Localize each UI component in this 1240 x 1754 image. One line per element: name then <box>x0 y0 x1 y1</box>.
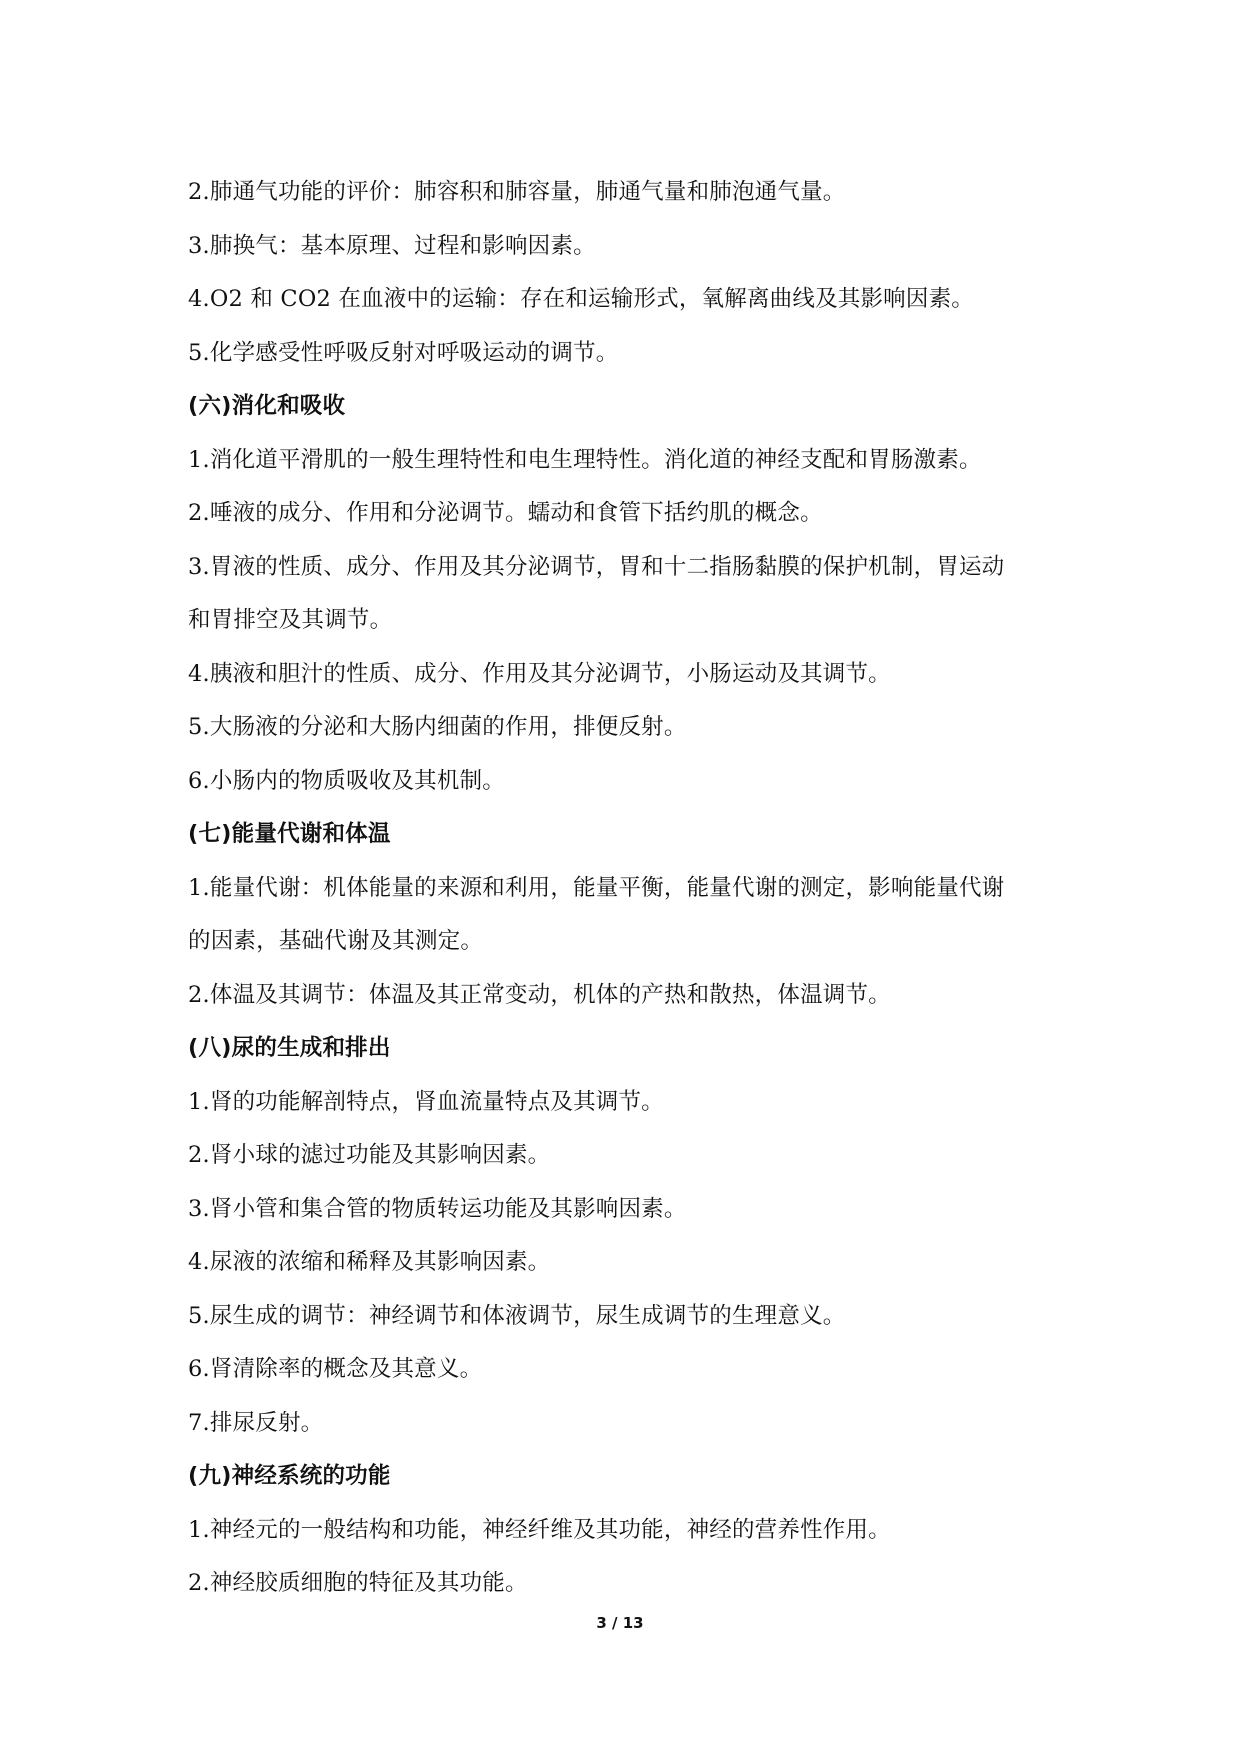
page-number: 3 / 13 <box>596 1614 644 1632</box>
list-item: 1.神经元的一般结构和功能，神经纤维及其功能，神经的营养性作用。 <box>188 1516 891 1543</box>
list-item: 5.尿生成的调节：神经调节和体液调节，尿生成调节的生理意义。 <box>188 1302 846 1329</box>
section-heading: (九)神经系统的功能 <box>188 1463 391 1489</box>
list-item: 2.唾液的成分、作用和分泌调节。蠕动和食管下括约肌的概念。 <box>188 500 823 526</box>
list-item: 的因素，基础代谢及其测定。 <box>188 928 484 954</box>
list-item: 3.肾小管和集合管的物质转运功能及其影响因素。 <box>188 1195 687 1222</box>
section-heading: (八)尿的生成和排出 <box>188 1035 391 1061</box>
list-item: 和胃排空及其调节。 <box>188 607 393 633</box>
list-item: 2.体温及其调节：体温及其正常变动，机体的产热和散热，体温调节。 <box>188 981 891 1008</box>
list-item: 6.小肠内的物质吸收及其机制。 <box>188 767 505 794</box>
list-item: 2.肾小球的滤过功能及其影响因素。 <box>188 1142 551 1168</box>
list-item: 5.化学感受性呼吸反射对呼吸运动的调节。 <box>188 339 619 366</box>
list-item: 1.能量代谢：机体能量的来源和利用，能量平衡，能量代谢的测定，影响能量代谢 <box>188 874 1005 901</box>
list-item: 7.排尿反射。 <box>188 1409 324 1436</box>
list-item: 2.神经胶质细胞的特征及其功能。 <box>188 1570 528 1596</box>
list-item: 2.肺通气功能的评价：肺容积和肺容量，肺通气量和肺泡通气量。 <box>188 179 846 205</box>
list-item: 1.肾的功能解剖特点，肾血流量特点及其调节。 <box>188 1088 664 1115</box>
document-body <box>188 166 1068 1611</box>
list-item: 4.尿液的浓缩和稀释及其影响因素。 <box>188 1249 551 1275</box>
list-item: 4.胰液和胆汁的性质、成分、作用及其分泌调节，小肠运动及其调节。 <box>188 660 891 687</box>
list-item: 5.大肠液的分泌和大肠内细菌的作用，排便反射。 <box>188 714 687 740</box>
list-item: 3.胃液的性质、成分、作用及其分泌调节，胃和十二指肠黏膜的保护机制，胃运动 <box>188 553 1005 580</box>
section-heading: (七)能量代谢和体温 <box>188 821 391 847</box>
section-heading: (六)消化和吸收 <box>188 393 346 419</box>
list-item: 1.消化道平滑肌的一般生理特性和电生理特性。消化道的神经支配和胃肠激素。 <box>188 446 982 473</box>
list-item: 6.肾清除率的概念及其意义。 <box>188 1356 483 1382</box>
list-item: 4.O2 和 CO2 在血液中的运输：存在和运输形式，氧解离曲线及其影响因素。 <box>188 286 974 312</box>
list-item: 3.肺换气：基本原理、过程和影响因素。 <box>188 232 596 259</box>
